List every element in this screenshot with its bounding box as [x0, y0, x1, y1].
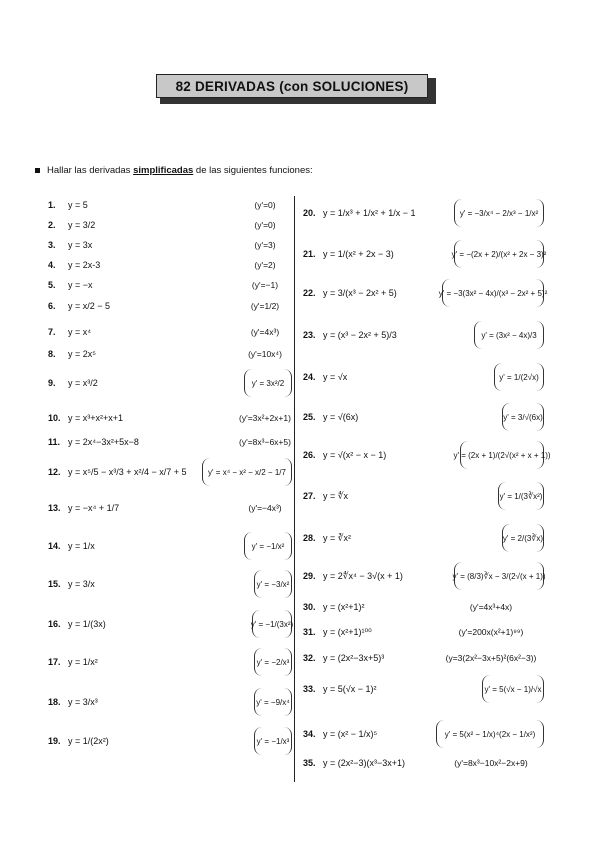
exercise-number: 13. — [48, 503, 61, 513]
derivative-solution: y' = 5(x² − 1/x)⁴(2x − 1/x²) — [436, 720, 544, 748]
exercise-number: 32. — [303, 653, 316, 663]
derivative-solution: y' = −3/x² — [254, 570, 292, 598]
exercise-number: 24. — [303, 372, 316, 382]
exercise-number: 31. — [303, 627, 316, 637]
exercise-number: 4. — [48, 260, 56, 270]
function-expression: y = 1/x² — [68, 657, 98, 667]
derivative-solution: y' = 3x²/2 — [244, 369, 292, 397]
exercise-number: 9. — [48, 378, 56, 388]
derivative-solution: y' = −3(3x² − 4x)/(x³ − 2x² + 5)² — [442, 279, 544, 307]
function-expression: y = 3x — [68, 240, 93, 250]
function-expression: y = x/2 − 5 — [68, 301, 111, 311]
derivative-solution: (y'=8x³−6x+5) — [239, 437, 291, 447]
derivative-solution: y' = (8/3)∛x − 3/(2√(x + 1)) — [454, 562, 544, 590]
derivative-solution: (y'=4x³+4x) — [469, 602, 513, 612]
derivative-solution: y' = −1/(3x²) — [252, 610, 292, 638]
exercise-number: 21. — [303, 249, 316, 259]
derivative-solution: (y'=3) — [254, 240, 276, 250]
derivative-solution: y' = x⁴ − x² − x/2 − 1/7 — [202, 458, 292, 486]
function-expression: y = 5 — [68, 200, 88, 210]
function-expression: y = x³/2 — [68, 378, 98, 388]
derivative-solution: (y'=−4x³) — [248, 503, 282, 513]
instruction-after: de las siguientes funciones: — [193, 165, 313, 176]
function-expression: y = 3/x³ — [68, 697, 98, 707]
function-expression: y = (2x²−3x+5)³ — [323, 653, 385, 663]
derivative-solution: y' = 3/√(6x) — [502, 403, 544, 431]
function-expression: y = x³+x²+x+1 — [68, 413, 124, 423]
exercise-number: 5. — [48, 280, 56, 290]
function-expression: y = 3/(x³ − 2x² + 5) — [323, 288, 397, 298]
derivative-solution: (y'=−1) — [251, 280, 279, 290]
function-expression: y = x⁵/5 − x³/3 + x²/4 − x/7 + 5 — [68, 467, 187, 477]
function-expression: y = (2x²−3)(x³−3x+1) — [323, 758, 406, 768]
instruction-emphasis: simplificadas — [133, 165, 194, 176]
derivative-solution: (y'=0) — [254, 220, 276, 230]
function-expression: y = 1/(2x²) — [68, 736, 109, 746]
function-expression: y = 1/x³ + 1/x² + 1/x − 1 — [323, 208, 416, 218]
exercise-number: 2. — [48, 220, 56, 230]
function-expression: y = 1/(3x) — [68, 619, 106, 629]
exercise-number: 25. — [303, 412, 316, 422]
exercise-number: 22. — [303, 288, 316, 298]
function-expression: y = (x²+1)¹⁰⁰ — [323, 626, 372, 637]
derivative-solution: (y'=200x(x²+1)⁹⁹) — [458, 627, 524, 637]
square-bullet-icon — [35, 168, 40, 173]
exercise-number: 3. — [48, 240, 56, 250]
exercise-number: 35. — [303, 758, 316, 768]
exercise-number: 16. — [48, 619, 61, 629]
function-expression: y = (x³ − 2x² + 5)/3 — [323, 330, 397, 340]
derivative-solution: (y'=10x⁴) — [248, 349, 282, 359]
exercise-number: 23. — [303, 330, 316, 340]
derivative-solution: (y'=3x²+2x+1) — [239, 413, 291, 423]
function-expression: y = √(6x) — [323, 412, 359, 422]
exercise-number: 30. — [303, 602, 316, 612]
derivative-solution: (y'=8x³−10x²−2x+9) — [454, 758, 528, 768]
exercise-number: 29. — [303, 571, 316, 581]
derivative-solution: y' = −2/x³ — [254, 648, 292, 676]
exercise-number: 15. — [48, 579, 61, 589]
exercise-number: 1. — [48, 200, 56, 210]
derivative-solution: (y'=0) — [254, 200, 276, 210]
function-expression: y = 2x⁵ — [68, 349, 96, 359]
derivative-solution: y' = 2/(3∛x) — [502, 524, 544, 552]
exercise-number: 8. — [48, 349, 56, 359]
instruction-before: Hallar las derivadas — [47, 165, 134, 176]
function-expression: y = 1/x — [68, 541, 95, 551]
exercise-number: 12. — [48, 467, 61, 477]
derivative-solution: y' = (2x + 1)/(2√(x² + x + 1)) — [460, 441, 544, 469]
derivative-solution: (y=3(2x²−3x+5)²(6x²−3)) — [445, 653, 537, 663]
instruction-text — [47, 165, 313, 176]
function-expression: y = ∛x² — [323, 532, 351, 543]
function-expression: y = (x² − 1/x)⁵ — [323, 729, 378, 739]
exercise-number: 34. — [303, 729, 316, 739]
function-expression: y = √(x² − x − 1) — [323, 450, 387, 460]
derivative-solution: (y'=4x³) — [250, 327, 280, 337]
derivative-solution: y' = −(2x + 2)/(x² + 2x − 3)² — [454, 240, 544, 268]
derivative-solution: y' = −1/x² — [244, 532, 292, 560]
page-title: 82 DERIVADAS (con SOLUCIONES) — [156, 74, 428, 98]
exercise-number: 14. — [48, 541, 61, 551]
function-expression: y = 3/x — [68, 579, 95, 589]
function-expression: y = √x — [323, 372, 348, 382]
exercise-number: 10. — [48, 413, 61, 423]
function-expression: y = −x — [68, 280, 93, 290]
function-expression: y = −x⁴ + 1/7 — [68, 503, 120, 513]
derivative-solution: (y'=1/2) — [250, 301, 280, 311]
exercise-number: 27. — [303, 491, 316, 501]
function-expression: y = (x²+1)² — [323, 602, 365, 612]
exercise-number: 20. — [303, 208, 316, 218]
derivative-solution: y' = −1/x³ — [254, 727, 292, 755]
exercise-number: 11. — [48, 437, 61, 447]
function-expression: y = 5(√x − 1)² — [323, 684, 377, 694]
function-expression: y = 2x⁴−3x²+5x−8 — [68, 437, 139, 447]
exercise-number: 17. — [48, 657, 61, 667]
derivative-solution: y' = 5(√x − 1)/√x — [482, 675, 544, 703]
derivative-solution: y' = −3/x⁴ − 2/x³ − 1/x² — [454, 199, 544, 227]
exercise-number: 26. — [303, 450, 316, 460]
derivative-solution: y' = 1/(2√x) — [494, 363, 544, 391]
function-expression: y = 2∜x⁴ − 3√(x + 1) — [323, 570, 403, 581]
column-divider — [294, 196, 295, 782]
instruction-line — [35, 165, 313, 176]
function-expression: y = 2x-3 — [68, 260, 101, 270]
derivative-solution: (y'=2) — [254, 260, 276, 270]
function-expression: y = ∜x — [323, 490, 348, 501]
exercise-number: 6. — [48, 301, 56, 311]
function-expression: y = 1/(x² + 2x − 3) — [323, 249, 394, 259]
function-expression: y = 3/2 — [68, 220, 96, 230]
derivative-solution: y' = (3x² − 4x)/3 — [474, 321, 544, 349]
function-expression: y = x⁴ — [68, 327, 92, 337]
derivative-solution: y' = −9/x⁴ — [254, 688, 292, 716]
exercise-number: 19. — [48, 736, 61, 746]
exercise-number: 18. — [48, 697, 61, 707]
derivative-solution: y' = 1/(3∛x²) — [498, 482, 544, 510]
exercise-number: 7. — [48, 327, 56, 337]
exercise-number: 28. — [303, 533, 316, 543]
exercise-number: 33. — [303, 684, 316, 694]
